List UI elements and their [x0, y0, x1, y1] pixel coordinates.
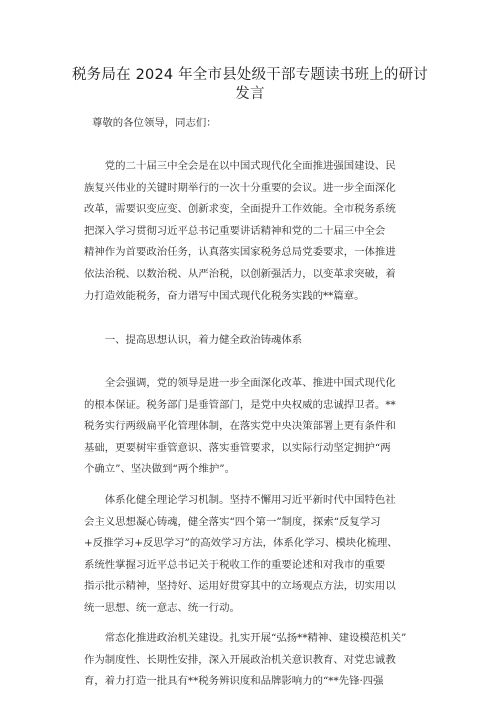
paragraph-line: 统一思想、统一意志、统一行动。: [84, 601, 240, 614]
paragraph-line: 依法治税、以数治税、从严治税，以创新强活力，以变革求突破，着: [84, 267, 396, 280]
paragraph-line: 基础，更要树牢垂管意识、落实垂管要求，以实际行动坚定拥护“两: [84, 441, 391, 454]
document-title: [60, 66, 440, 104]
paragraph-line: 精神作为首要政治任务，认真落实国家税务总局党委要求，一体推进: [84, 246, 396, 259]
paragraph-line: 改革，需要识变应变、创新求变，全面提升工作效能。全市税务系统: [84, 203, 396, 216]
paragraph-line: 常态化推进政治机关建设。扎实开展“弘扬**精神、建设模范机关”: [84, 632, 407, 644]
paragraph-line: 个确立”、坚决做到“两个维护”。: [84, 463, 236, 476]
section-heading-text: 一、提高思想认识，着力健全政治铸魂体系: [84, 334, 303, 346]
paragraph-political-organ: [84, 628, 426, 693]
greeting: [92, 113, 422, 135]
paragraph-line: 税务实行两级扁平化管理体制，在落实党中央决策部署上更有条件和: [84, 420, 396, 433]
paragraph-party-leadership: [84, 373, 426, 481]
paragraph-line: 力打造效能税务，奋力谱写中国式现代化税务实践的**篇章。: [84, 289, 365, 302]
paragraph-line: +反推学习+反思学习”的高效学习方法，体系化学习、模块化梳理、: [84, 537, 398, 550]
paragraph-line: 族复兴伟业的关键时期举行的一次十分重要的会议。进一步全面深化: [84, 181, 396, 194]
paragraph-intro: [84, 156, 426, 307]
paragraph-line: 全会强调，党的领导是进一步全面深化改革、推进中国式现代化: [84, 377, 396, 389]
paragraph-line: 会主义思想凝心铸魂，健全落实“四个第一”制度，探索“反复学习: [84, 515, 381, 528]
paragraph-line: 体系化健全理论学习机制。坚持不懈用习近平新时代中国特色社: [84, 494, 396, 506]
paragraph-line: 党的二十届三中全会是在以中国式现代化全面推进强国建设、民: [84, 160, 396, 172]
paragraph-line: 把深入学习贯彻习近平总书记重要讲话精神和党的二十届三中全会: [84, 224, 386, 237]
paragraph-line: 作为制度性、长期性安排，深入开展政治机关意识教育、对党忠诚教: [84, 653, 396, 666]
title-line-1: 税务局在 2024 年全市县处级干部专题读书班上的研讨: [71, 67, 429, 83]
paragraph-theory-study: [84, 490, 426, 620]
section-heading-1: [84, 330, 426, 352]
greeting-text: 尊敬的各位领导，同志们：: [92, 117, 217, 129]
paragraph-line: 系统性掌握习近平总书记关于税收工作的重要论述和对我市的重要: [84, 558, 386, 571]
paragraph-line: 指示批示精神，坚持好、运用好贯穿其中的立场观点方法，切实用以: [84, 580, 396, 593]
title-line-2: 发言: [235, 86, 265, 102]
paragraph-line: 的根本保证。税务部门是垂管部门，是党中央权威的忠诚捍卫者。**: [84, 398, 396, 411]
paragraph-line: 育，着力打造一批具有**税务辨识度和品牌影响力的“**先锋·四强: [84, 675, 384, 688]
